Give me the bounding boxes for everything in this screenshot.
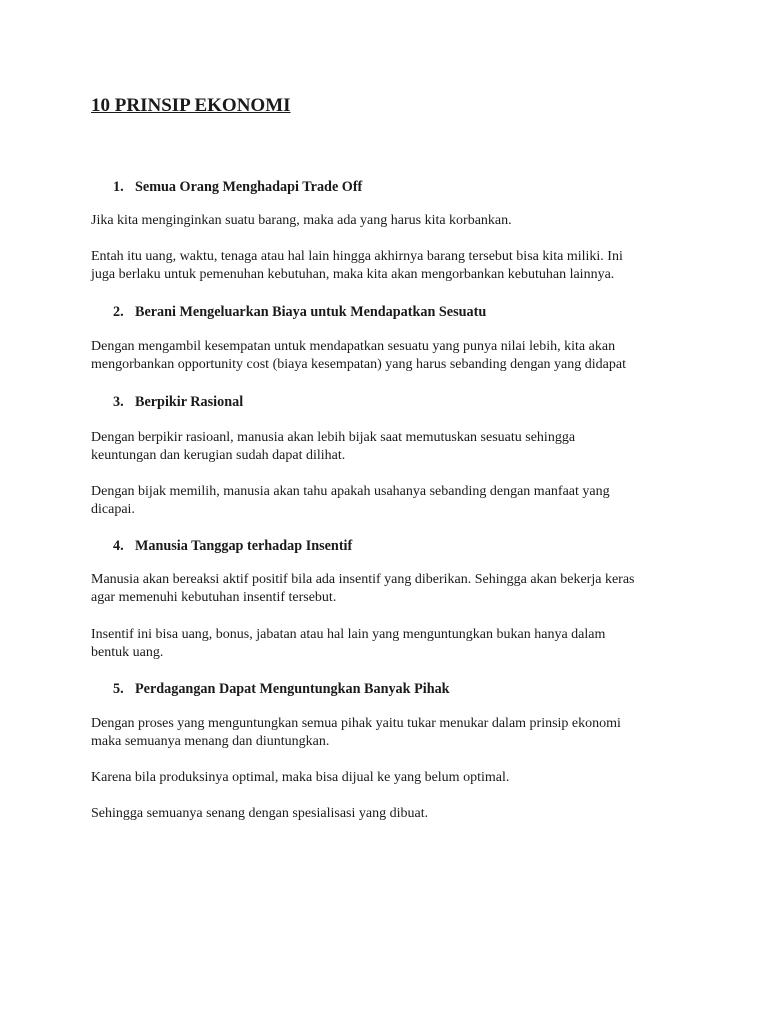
paragraph-line: Karena bila produksinya optimal, maka bisa dijual ke yang belum optimal. (91, 770, 510, 785)
document-title: 10 PRINSIP EKONOMI (91, 95, 291, 116)
paragraph (91, 769, 691, 787)
paragraph (91, 571, 691, 607)
paragraph-line: Manusia akan bereaksi aktif positif bila ada insentif yang diberikan. Sehingga akan bekerja keras (91, 572, 635, 587)
paragraph (91, 626, 691, 662)
paragraph-line: Dengan proses yang menguntungkan semua pihak yaitu tukar menukar dalam prinsip ekonomi (91, 716, 621, 731)
paragraph (91, 483, 691, 519)
section-number: 5. (113, 681, 124, 697)
paragraph-line: mengorbankan opportunity cost (biaya kesempatan) yang harus sebanding dengan yang didapat (91, 357, 626, 372)
section-title: Berani Mengeluarkan Biaya untuk Mendapatkan Sesuatu (135, 304, 487, 320)
paragraph (91, 429, 691, 465)
section-heading-2 (113, 303, 486, 321)
paragraph (91, 212, 691, 230)
paragraph (91, 248, 691, 284)
paragraph-line: Dengan mengambil kesempatan untuk mendapatkan sesuatu yang punya nilai lebih, kita akan (91, 339, 616, 354)
section-title: Berpikir Rasional (135, 394, 244, 410)
paragraph-line: Entah itu uang, waktu, tenaga atau hal lain hingga akhirnya barang tersebut bisa kita miliki. Ini (91, 249, 623, 264)
paragraph-line: dicapai. (91, 502, 135, 517)
section-heading-4 (113, 537, 352, 555)
paragraph-line: Sehingga semuanya senang dengan spesialisasi yang dibuat. (91, 806, 429, 821)
section-number: 1. (113, 179, 124, 195)
paragraph (91, 805, 691, 823)
section-number: 4. (113, 538, 124, 554)
section-title: Manusia Tanggap terhadap Insentif (135, 538, 353, 554)
paragraph-line: Dengan berpikir rasioanl, manusia akan lebih bijak saat memutuskan sesuatu sehingga (91, 430, 576, 445)
paragraph-line: Jika kita menginginkan suatu barang, maka ada yang harus kita korbankan. (91, 213, 512, 228)
paragraph-line: Insentif ini bisa uang, bonus, jabatan atau hal lain yang menguntungkan bukan hanya dalam (91, 627, 606, 642)
section-heading-1 (113, 178, 362, 196)
section-number: 2. (113, 304, 124, 320)
paragraph-line: maka semuanya menang dan diuntungkan. (91, 734, 330, 749)
paragraph (91, 715, 691, 751)
paragraph (91, 338, 691, 374)
paragraph-line: Dengan bijak memilih, manusia akan tahu apakah usahanya sebanding dengan manfaat yang (91, 484, 610, 499)
section-number: 3. (113, 394, 124, 410)
paragraph-line: keuntungan dan kerugian sudah dapat dilihat. (91, 448, 346, 463)
paragraph-line: bentuk uang. (91, 645, 164, 660)
section-heading-3 (113, 393, 243, 411)
section-title: Perdagangan Dapat Menguntungkan Banyak Pihak (135, 681, 450, 697)
paragraph-line: agar memenuhi kebutuhan insentif tersebut. (91, 590, 337, 605)
section-title: Semua Orang Menghadapi Trade Off (135, 179, 363, 195)
section-heading-5 (113, 680, 450, 698)
paragraph-line: juga berlaku untuk pemenuhan kebutuhan, maka kita akan mengorbankan kebutuhan lainnya. (91, 267, 615, 282)
